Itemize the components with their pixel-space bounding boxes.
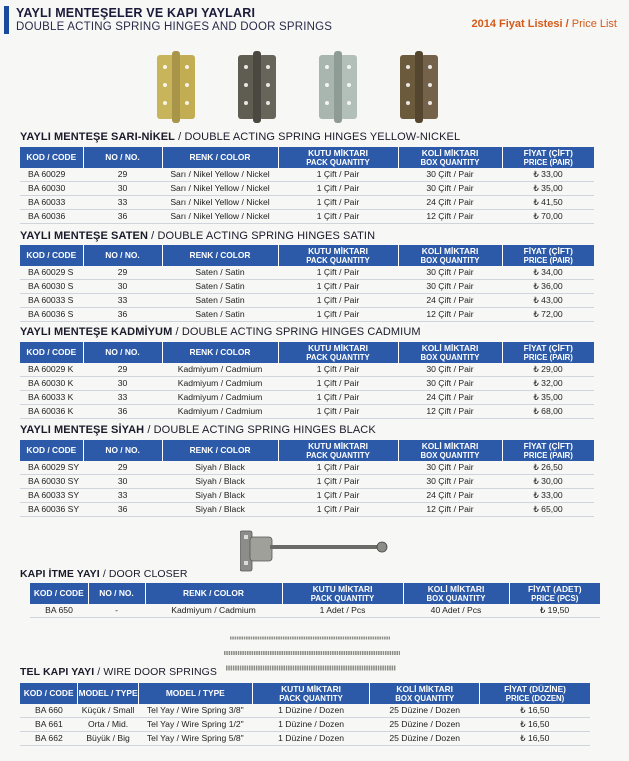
header-price: FİYAT (ÇİFT) PRICE (PAIR) — [502, 245, 594, 266]
header-no: NO / NO. — [83, 147, 162, 168]
section-title-en: DOUBLE ACTING SPRING HINGES BLACK — [153, 424, 376, 436]
wire-springs-table — [20, 683, 590, 746]
hinge-satin-image — [238, 51, 276, 123]
header-code: KOD / CODE — [20, 245, 83, 266]
header-price: FİYAT (ÇİFT) PRICE (PAIR) — [502, 147, 594, 168]
table-row: BA 661 Orta / Mid. Tel Yay / Wire Spring 1/2" 1 Düzine / Dozen 25 Düzine / Dozen ₺ 16,50 — [20, 718, 590, 732]
header-model-size: MODEL / TYPE — [78, 683, 139, 704]
table-row: BA 662 Büyük / Big Tel Yay / Wire Spring 5/8" 1 Düzine / Dozen 25 Düzine / Dozen ₺ 16,50 — [20, 732, 590, 746]
section-title-en: WIRE DOOR SPRINGS — [103, 666, 218, 678]
hinge-table-black — [20, 440, 594, 517]
door-closer-image — [240, 527, 390, 577]
table-row: BA 60030 S 30 Saten / Satin 1 Çift / Pair 30 Çift / Pair ₺ 36,00 — [20, 280, 594, 294]
hinge-table-satin — [20, 245, 594, 322]
page-title-en: DOUBLE ACTING SPRING HINGES AND DOOR SPRINGS — [16, 21, 333, 33]
section-title-tr: KAPI İTME YAYI — [20, 568, 100, 580]
section-title-tr: YAYLI MENTEŞE SİYAH — [20, 424, 145, 436]
header-color: RENK / COLOR — [162, 147, 278, 168]
header-no: NO / NO. — [88, 583, 145, 604]
table-row: BA 60030 30 Sarı / Nikel Yellow / Nickel 1 Çift / Pair 30 Çift / Pair ₺ 35,00 — [20, 182, 594, 196]
header-box: KOLİ MİKTARI BOX QUANTITY — [398, 342, 502, 363]
price-list-label — [471, 18, 617, 30]
header-no: NO / NO. — [83, 440, 162, 461]
header-code: KOD / CODE — [30, 583, 88, 604]
table-row: BA 60036 S 36 Saten / Satin 1 Çift / Pair 12 Çift / Pair ₺ 72,00 — [20, 308, 594, 322]
hinge-table-yellow-nickel — [20, 147, 594, 224]
header-code: KOD / CODE — [20, 342, 83, 363]
page-title-tr: YAYLI MENTEŞELER VE KAPI YAYLARI — [16, 6, 256, 20]
table-row: BA 650 - Kadmiyum / Cadmium 1 Adet / Pcs 40 Adet / Pcs ₺ 19,50 — [30, 604, 600, 618]
header-price: FİYAT (ADET) PRICE (PCS) — [509, 583, 600, 604]
hinge-table-cadmium — [20, 342, 594, 419]
section-title-tr: YAYLI MENTEŞE SARI-NİKEL — [20, 131, 176, 143]
table-row: BA 60036 SY 36 Siyah / Black 1 Çift / Pair 12 Çift / Pair ₺ 65,00 — [20, 503, 594, 517]
wire-springs-image — [220, 633, 410, 673]
header-no: NO / NO. — [83, 342, 162, 363]
hinge-black-image — [400, 51, 438, 123]
price-list-tr: 2014 Fiyat Listesi — [471, 18, 563, 30]
section-title-black: YAYLI MENTEŞE SİYAH / DOUBLE ACTING SPRING HINGES BLACK — [20, 424, 376, 436]
section-title-en: DOUBLE ACTING SPRING HINGES YELLOW-NICKEL — [184, 131, 461, 143]
hinge-cadmium-image — [319, 51, 357, 123]
header-pack: KUTU MİKTARI PACK QUANTITY — [282, 583, 403, 604]
hinge-yellow-nickel-image — [157, 51, 195, 123]
table-row: BA 60033 S 33 Saten / Satin 1 Çift / Pair 24 Çift / Pair ₺ 43,00 — [20, 294, 594, 308]
section-title-tr: YAYLI MENTEŞE KADMİYUM — [20, 326, 173, 338]
table-row: BA 60036 K 36 Kadmiyum / Cadmium 1 Çift / Pair 12 Çift / Pair ₺ 68,00 — [20, 405, 594, 419]
header-price: FİYAT (ÇİFT) PRICE (PAIR) — [502, 440, 594, 461]
table-row: BA 60029 SY 29 Siyah / Black 1 Çift / Pair 30 Çift / Pair ₺ 26,50 — [20, 461, 594, 475]
header-accent-bar — [4, 6, 9, 34]
table-row: BA 60029 K 29 Kadmiyum / Cadmium 1 Çift / Pair 30 Çift / Pair ₺ 29,00 — [20, 363, 594, 377]
table-row: BA 60030 K 30 Kadmiyum / Cadmium 1 Çift / Pair 30 Çift / Pair ₺ 32,00 — [20, 377, 594, 391]
header-pack: KUTU MİKTARI PACK QUANTITY — [278, 440, 398, 461]
section-title-satin: YAYLI MENTEŞE SATEN / DOUBLE ACTING SPRING HINGES SATIN — [20, 230, 376, 242]
header-model-type: MODEL / TYPE — [138, 683, 252, 704]
door-closer-table — [30, 583, 600, 618]
price-list-sep: / — [562, 18, 572, 30]
header-pack: KUTU MİKTARI PACK QUANTITY — [278, 245, 398, 266]
section-title-tr: YAYLI MENTEŞE SATEN — [20, 230, 149, 242]
table-row: BA 60029 S 29 Saten / Satin 1 Çift / Pair 30 Çift / Pair ₺ 34,00 — [20, 266, 594, 280]
page-header — [0, 0, 629, 44]
header-code: KOD / CODE — [20, 147, 83, 168]
table-row: BA 60033 K 33 Kadmiyum / Cadmium 1 Çift / Pair 24 Çift / Pair ₺ 35,00 — [20, 391, 594, 405]
table-row: BA 60036 36 Sarı / Nikel Yellow / Nickel 1 Çift / Pair 12 Çift / Pair ₺ 70,00 — [20, 210, 594, 224]
header-color: RENK / COLOR — [162, 245, 278, 266]
header-color: RENK / COLOR — [162, 440, 278, 461]
header-box: KOLİ MİKTARI BOX QUANTITY — [370, 683, 480, 704]
header-box: KOLİ MİKTARI BOX QUANTITY — [403, 583, 509, 604]
section-title-cadmium: YAYLI MENTEŞE KADMİYUM / DOUBLE ACTING SPRING HINGES CADMIUM — [20, 326, 421, 338]
header-box: KOLİ MİKTARI BOX QUANTITY — [398, 245, 502, 266]
section-title-en: DOUBLE ACTING SPRING HINGES SATIN — [157, 230, 376, 242]
header-color: RENK / COLOR — [145, 583, 282, 604]
header-price: FİYAT (ÇİFT) PRICE (PAIR) — [502, 342, 594, 363]
price-list-en: Price List — [571, 18, 617, 30]
header-no: NO / NO. — [83, 245, 162, 266]
table-row: BA 60033 33 Sarı / Nikel Yellow / Nickel 1 Çift / Pair 24 Çift / Pair ₺ 41,50 — [20, 196, 594, 210]
section-title-tr: TEL KAPI YAYI — [20, 666, 95, 678]
header-code: KOD / CODE — [20, 683, 78, 704]
table-row: BA 60033 SY 33 Siyah / Black 1 Çift / Pair 24 Çift / Pair ₺ 33,00 — [20, 489, 594, 503]
section-title-yellow-nickel: YAYLI MENTEŞE SARI-NİKEL / DOUBLE ACTING SPRING HINGES YELLOW-NICKEL — [20, 131, 461, 143]
table-row: BA 660 Küçük / Small Tel Yay / Wire Spring 3/8" 1 Düzine / Dozen 25 Düzine / Dozen ₺ 16,50 — [20, 704, 590, 718]
header-pack: KUTU MİKTARI PACK QUANTITY — [278, 342, 398, 363]
section-title-en: DOUBLE ACTING SPRING HINGES CADMIUM — [181, 326, 421, 338]
section-title-door-closer: KAPI İTME YAYI / DOOR CLOSER — [20, 568, 188, 580]
table-row: BA 60029 29 Sarı / Nikel Yellow / Nickel 1 Çift / Pair 30 Çift / Pair ₺ 33,00 — [20, 168, 594, 182]
table-row: BA 60030 SY 30 Siyah / Black 1 Çift / Pair 30 Çift / Pair ₺ 30,00 — [20, 475, 594, 489]
header-pack: KUTU MİKTARI PACK QUANTITY — [278, 147, 398, 168]
header-code: KOD / CODE — [20, 440, 83, 461]
section-title-wire-springs: TEL KAPI YAYI / WIRE DOOR SPRINGS — [20, 666, 218, 678]
header-box: KOLİ MİKTARI BOX QUANTITY — [398, 147, 502, 168]
header-price: FİYAT (DÜZİNE) PRICE (DOZEN) — [480, 683, 590, 704]
header-color: RENK / COLOR — [162, 342, 278, 363]
header-box: KOLİ MİKTARI BOX QUANTITY — [398, 440, 502, 461]
header-pack: KUTU MİKTARI PACK QUANTITY — [252, 683, 370, 704]
section-title-en: DOOR CLOSER — [108, 568, 188, 580]
